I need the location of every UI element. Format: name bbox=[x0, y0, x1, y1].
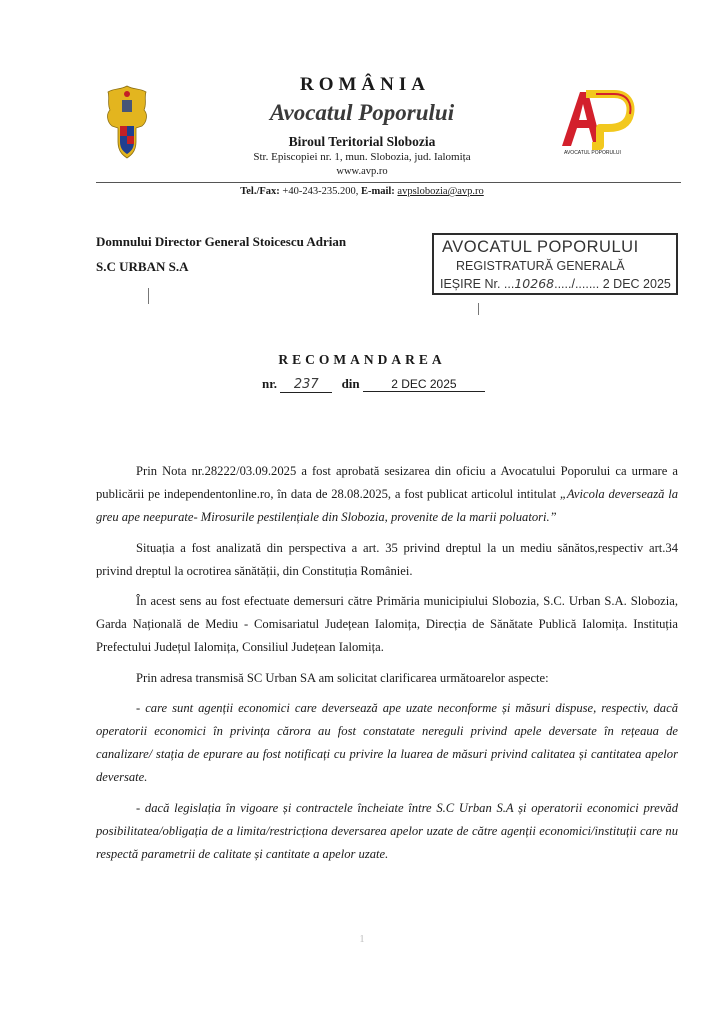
header-institution: Avocatul Poporului bbox=[269, 100, 455, 125]
registration-stamp bbox=[432, 233, 678, 295]
document-title: RECOMANDAREA bbox=[278, 352, 446, 367]
document-number: 237 bbox=[280, 377, 332, 393]
contact-label: Tel./Fax: bbox=[240, 186, 280, 197]
margin-mark bbox=[148, 288, 149, 304]
paragraph-5: - care sunt agenții economici care deversează ape uzate neconforme și măsuri dispuse, respectiv, dacă operatorii economici în privința cărora au fost constatate nereguli privind apele deversate în rețeaua de canalizare/ stația de epurare au fost notificați cu privire la luarea de măsuri privind calitatea și cantitatea apelor deversate. bbox=[96, 700, 678, 785]
addressee-company: S.C URBAN S.A bbox=[96, 259, 189, 274]
header-contact bbox=[0, 186, 724, 197]
stamp-institution: AVOCATUL POPORULUI bbox=[442, 238, 639, 256]
logo-caption: AVOCATUL POPORULUI bbox=[564, 150, 621, 156]
din-label: din bbox=[341, 376, 360, 391]
document-number-line bbox=[262, 376, 485, 393]
addressee-name: Domnului Director General Stoicescu Adrian bbox=[96, 234, 347, 249]
header-website[interactable]: www.avp.ro bbox=[336, 166, 388, 177]
stamp-number: 10268 bbox=[514, 276, 555, 291]
paragraph-2: Situația a fost analizată din perspectiva a art. 35 privind dreptul la un mediu sănătos,respectiv art.34 privind dreptul la ocrotirea sănătății, din Constituția României. bbox=[96, 540, 678, 578]
header-office: Biroul Teritorial Slobozia bbox=[288, 134, 436, 149]
header-divider bbox=[96, 182, 681, 183]
nr-label: nr. bbox=[262, 376, 278, 391]
paragraph-1: Prin Nota nr.28222/03.09.2025 a fost aprobată sesizarea din oficiu a Avocatului Poporului ca urmare a publicării pe independentonline.ro, în data de 28.08.2025, a fost publicat articolul intitulat „Avicola deversează la greu ape neepurate- Mirosurile pestilențiale din Slobozia, provenite de la marii poluatori.” bbox=[96, 464, 678, 525]
paragraph-4: Prin adresa transmisă SC Urban SA am solicitat clarificarea următoarelor aspecte: bbox=[136, 670, 549, 685]
stamp-registry: REGISTRATURĂ GENERALĂ bbox=[456, 259, 625, 273]
paragraph-6: - dacă legislația în vigoare și contractele încheiate între S.C Urban S.A și operatorii economici prevăd posibilitatea/obligația de a limita/restricționa deversarea apelor uzate de către agenții economici/instituții care nu respectă parametrii de calitate și cantitate a apelor uzate. bbox=[96, 800, 678, 862]
document-body bbox=[96, 460, 678, 873]
page-number: 1 bbox=[359, 934, 365, 945]
paragraph-3: În acest sens au fost efectuate demersuri către Primăria municipiului Slobozia, S.C. Urban S.A. Slobozia, Garda Națională de Mediu - Comisariatul Județean Ialomița, Direcția de Sănătate Publică Ialomița. Instituția Prefectului Județul Ialomița, Consiliul Județean Ialomița. bbox=[96, 594, 678, 655]
margin-mark bbox=[478, 303, 479, 315]
header-address: Str. Episcopiei nr. 1, mun. Slobozia, jud. Ialomița bbox=[253, 151, 471, 163]
stamp-date: 2 DEC 2025 bbox=[602, 277, 671, 291]
stamp-exit-line: IEȘIRE Nr. ...10268...../....... 2 DEC 2025 bbox=[440, 276, 671, 291]
header-country: ROMÂNIA bbox=[300, 74, 430, 95]
document-date: 2 DEC 2025 bbox=[363, 377, 485, 392]
stamp-exit-label: IEȘIRE Nr. bbox=[440, 277, 501, 291]
contact-phone: +40-243-235.200, bbox=[282, 186, 359, 197]
contact-email-link[interactable]: avpslobozia@avp.ro bbox=[397, 186, 484, 197]
article-title: „Avicola deversează la greu ape neepurate- Mirosurile pestilențiale din Slobozia, provenite de la marii poluatori.” bbox=[96, 487, 678, 525]
email-label: E-mail: bbox=[360, 186, 395, 197]
